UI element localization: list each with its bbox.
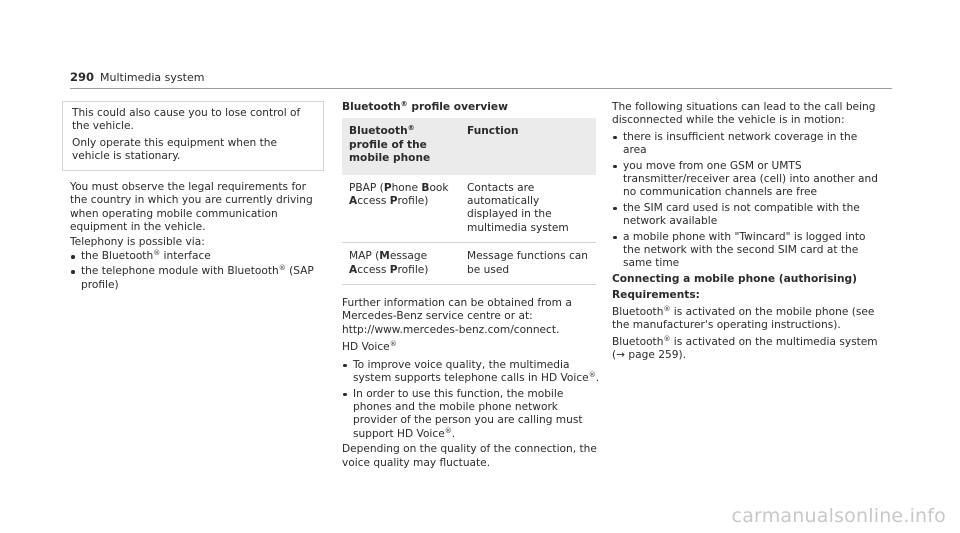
column-right [612, 101, 882, 365]
page-header [70, 71, 204, 84]
page-reference-link[interactable]: page 259). [625, 348, 686, 361]
legal-paragraph: You must observe the legal requirements for the country in which you are currently driving when operating mobile communication equipment in the vehicle. [70, 181, 313, 234]
requirement-system: Bluetooth® is activated on the multimedia system (→ page 259). [612, 334, 878, 361]
notice-line: This could also cause you to lose control of the vehicle. [72, 107, 301, 133]
profile-table [342, 118, 596, 285]
disconnect-intro: The following situations can lead to the call being disconnected while the vehicle is in motion: [612, 101, 876, 127]
quality-paragraph: Depending on the quality of the connection, the voice quality may fluctuate. [342, 443, 597, 469]
table-cell-profile: PBAP (Phone Book Access Profile) [342, 175, 460, 243]
list-item: you move from one GSM or UMTS transmitter/receiver area (cell) into another and no communication channels are free [612, 160, 882, 200]
profile-overview-heading: Bluetooth® profile overview [342, 100, 508, 113]
table-row [342, 175, 596, 243]
list-item: the Bluetooth® interface [70, 250, 326, 263]
hd-voice-list [342, 359, 600, 441]
further-info-paragraph: Further information can be obtained from a Mercedes-Benz service centre or at: http://www.mercedes-benz.com/connect. [342, 297, 572, 336]
list-item: In order to use this function, the mobile phones and the mobile phone network provider of the person you are calling must support HD Voice®. [342, 388, 600, 442]
requirement-phone: Bluetooth® is activated on the mobile phone (see the manufacturer's operating instructions). [612, 304, 875, 332]
page-number: 290 [70, 70, 95, 84]
table-header-profile: Bluetooth® profile of the mobile phone [342, 118, 460, 174]
table-cell-function: Message functions can be used [460, 243, 596, 285]
column-middle [342, 101, 600, 474]
connecting-heading: Connecting a mobile phone (authorising) [612, 272, 857, 285]
list-item: a mobile phone with "Twincard" is logged into the network with the second SIM card at the same time [612, 231, 882, 271]
table-header-function: Function [460, 118, 596, 174]
telephony-list [70, 250, 326, 292]
table-header-row [342, 118, 596, 174]
list-item: the SIM card used is not compatible with the network available [612, 202, 882, 229]
notice-line: Only operate this equipment when the vehicle is stationary. [72, 136, 278, 163]
list-item: To improve voice quality, the multimedia system supports telephone calls in HD Voice®. [342, 359, 600, 386]
header-divider [70, 88, 892, 89]
column-left [70, 181, 326, 294]
disconnect-list [612, 131, 882, 271]
hd-voice-heading: HD Voice® [342, 340, 397, 354]
requirements-label: Requirements: [612, 289, 700, 302]
section-title: Multimedia system [100, 71, 205, 84]
list-item: there is insufficient network coverage in the area [612, 131, 882, 158]
table-row [342, 243, 596, 285]
arrow-right-icon: → [616, 348, 626, 361]
hd-voice-section [342, 297, 600, 470]
watermark-text: carmanualsonline.info [731, 505, 946, 527]
warning-notice-box [62, 101, 324, 171]
telephony-intro: Telephony is possible via: [70, 235, 205, 248]
table-cell-profile: MAP (Message Access Profile) [342, 243, 460, 285]
table-cell-function: Contacts are automatically displayed in the multimedia system [460, 175, 596, 243]
list-item: the telephone module with Bluetooth® (SAP profile) [70, 265, 326, 292]
